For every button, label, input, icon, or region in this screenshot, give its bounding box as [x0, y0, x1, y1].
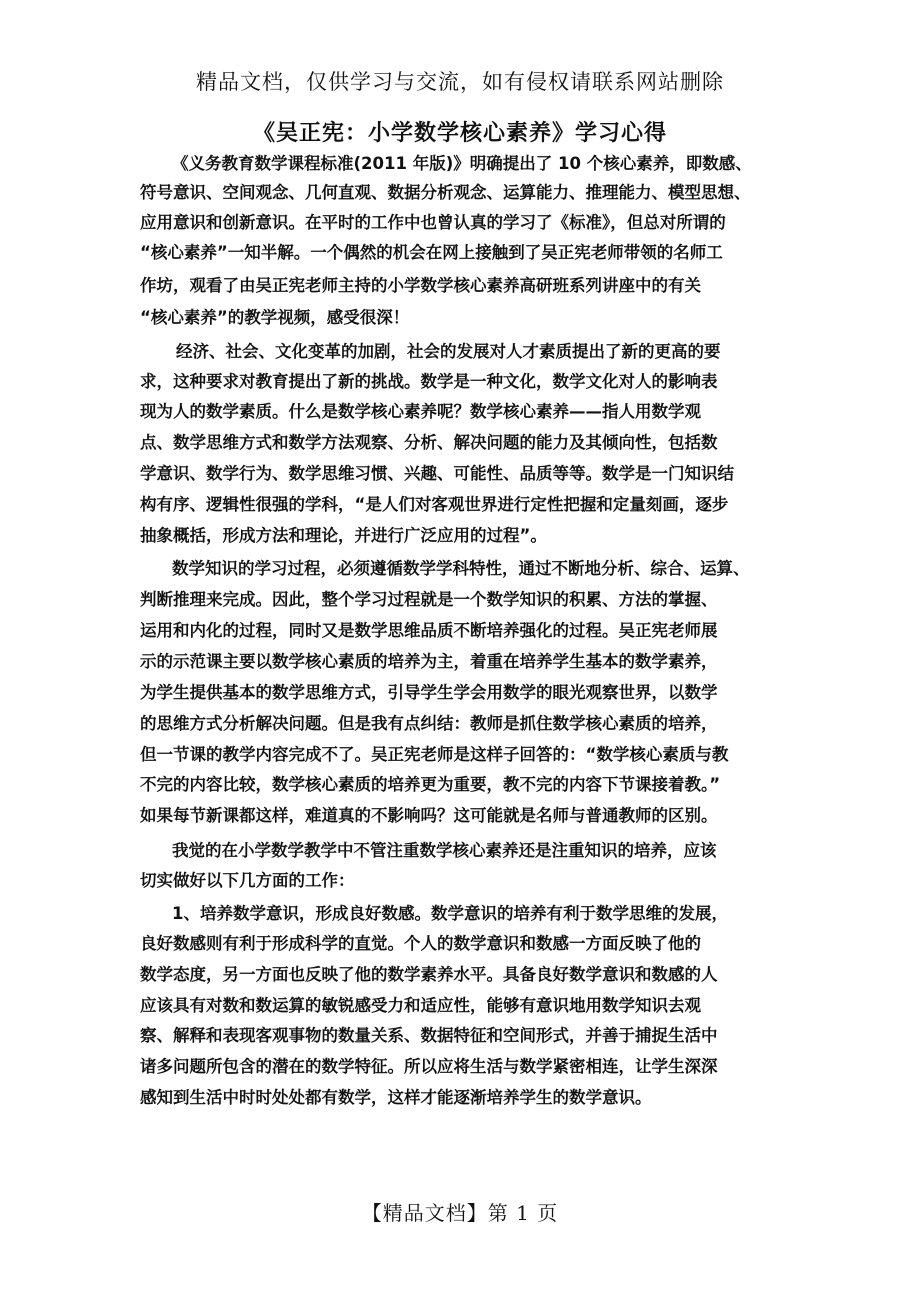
body-line: 现为人的数学素质。什么是数学核心素养呢？数学核心素养——指人用数学观 [140, 402, 701, 421]
body-line: 切实做好以下几方面的工作： [140, 871, 355, 890]
body-line: 应该具有对数和数运算的敏锐感受力和适应性，能够有意识地用数学知识去观 [140, 996, 701, 1015]
body-line: 1、培养数学意识，形成良好数感。数学意识的培养有利于数学思维的发展， [172, 904, 728, 923]
body-line: 《义务教育数学课程标准(2011 年版)》明确提出了 10 个核心素养，即数感、 [172, 154, 752, 173]
body-line: 判断推理来完成。因此，整个学习过程就是一个数学知识的积累、方法的掌握、 [140, 590, 718, 609]
body-line: 但一节课的教学内容完成不了。吴正宪老师是这样子回答的：“数学核心素质与教 [140, 745, 729, 764]
body-line: 应用意识和创新意识。在平时的工作中也曾认真的学习了《标准》，但总对所谓的 [140, 213, 726, 232]
body-line: 为学生提供基本的数学思维方式，引导学生学会用数学的眼光观察世界，以数学 [140, 683, 718, 702]
body-line: 经济、社会、文化变革的加剧，社会的发展对人才素质提出了新的更高的要 [176, 342, 721, 361]
body-line: 如果每节新课都这样，难道真的不影响吗？这可能就是名师与普通教师的区别。 [140, 806, 718, 825]
body-line: 抽象概括，形成方法和理论，并进行广泛应用的过程”。 [140, 526, 547, 545]
page-footer: 【精品文档】第 1 页 [361, 1201, 559, 1225]
body-line: 的思维方式分析解决问题。但是我有点纠结：教师是抓住数学核心素质的培养， [140, 714, 718, 733]
body-line: 学意识、数学行为、数学思维习惯、兴趣、可能性、品质等等。数学是一门知识结 [140, 464, 734, 483]
body-line: 运用和内化的过程，同时又是数学思维品质不断培养强化的过程。吴正宪老师展 [140, 621, 718, 640]
body-line: 数学知识的学习过程，必须遵循数学学科特性，通过不断地分析、综合、运算、 [172, 559, 750, 578]
body-line: 诸多问题所包含的潜在的数学特征。所以应将生活与数学紧密相连，让学生深深 [140, 1057, 718, 1076]
body-line: 作坊，观看了由吴正宪老师主持的小学数学核心素养高研班系列讲座中的有关 [140, 276, 701, 295]
body-line: 符号意识、空间观念、几何直观、数据分析观念、运算能力、推理能力、模型思想、 [140, 183, 751, 202]
body-line: 良好数感则有利于形成科学的直觉。个人的数学意识和数感一方面反映了他的 [140, 934, 701, 953]
body-line: 示的示范课主要以数学核心素质的培养为主，着重在培养学生基本的数学素养， [140, 652, 718, 671]
body-line: 不完的内容比较，数学核心素质的培养更为重要，教不完的内容下节课接着教。” [140, 775, 721, 794]
body-line: 求，这种要求对教育提出了新的挑战。数学是一种文化，数学文化对人的影响表 [140, 372, 718, 391]
body-line: 我觉的在小学数学教学中不管注重数学核心素养还是注重知识的培养，应该 [172, 841, 717, 860]
body-line: “核心素养”的教学视频，感受很深！ [140, 308, 410, 327]
body-line: 点、数学思维方式和数学方法观察、分析、解决问题的能力及其倾向性，包括数 [140, 433, 718, 452]
body-line: “核心素养”一知半解。一个偶然的机会在网上接触到了吴正宪老师带领的名师工 [140, 243, 723, 262]
document-title: 《吴正宪：小学数学核心素养》学习心得 [252, 121, 667, 146]
body-line: 感知到生活中时时处处都有数学，这样才能逐渐培养学生的数学意识。 [140, 1088, 652, 1107]
body-line: 察、解释和表现客观事物的数量关系、数据特征和空间形式，并善于捕捉生活中 [140, 1026, 718, 1045]
page-header: 精品文档，仅供学习与交流，如有侵权请联系网站删除 [196, 70, 724, 94]
body-line: 构有序、逻辑性很强的学科，“是人们对客观世界进行定性把握和定量刻画，逐步 [140, 495, 729, 514]
body-line: 数学态度，另一方面也反映了他的数学素养水平。具备良好数学意识和数感的人 [140, 965, 718, 984]
